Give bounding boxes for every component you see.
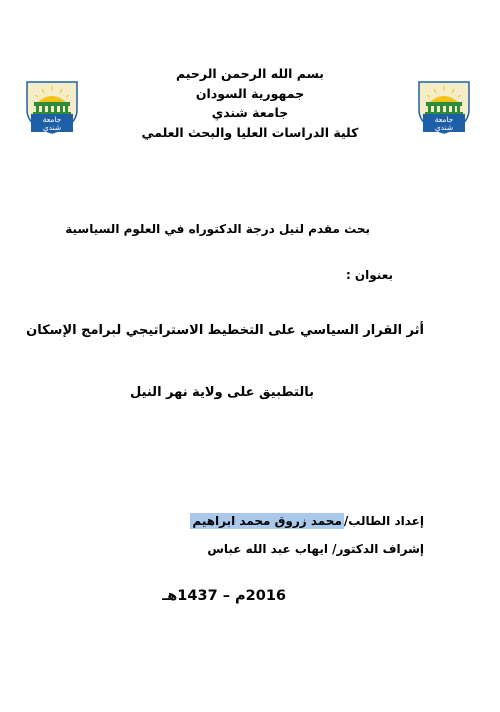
logo-text-bottom: شندي [42, 123, 62, 132]
faculty-name: كلية الدراسات العليا والبحث العلمي [141, 124, 359, 140]
logo-text-top: جامعة [42, 115, 62, 124]
titled-label: بعنوان : [345, 268, 393, 282]
university-logo-icon [414, 80, 474, 134]
student-label: إعداد الطالب/ [343, 514, 424, 528]
supervisor-line: إشراف الدكتور/ ايهاب عبد الله عباس [207, 542, 424, 556]
university-logo-left [22, 80, 82, 134]
logo-text-bottom: شندي [434, 123, 454, 132]
thesis-title-line-2: بالتطبيق على ولاية نهر النيل [129, 385, 314, 400]
university-name: جامعة شندي [211, 105, 289, 120]
university-logo-icon [22, 80, 82, 134]
thesis-title-line-1: أثر القرار السياسي على التخطيط الاستراتيجي لبرامج الإسكان [26, 323, 424, 338]
university-logo-right [414, 80, 474, 134]
logo-text-top: جامعة [434, 115, 454, 124]
header-block [100, 64, 400, 142]
student-line [190, 514, 424, 528]
date-line: 2016م – 1437هـ [162, 588, 286, 604]
basmala: بسم الله الرحمن الرحيم [176, 66, 324, 81]
country-name: جمهورية السودان [195, 85, 305, 101]
student-name: محمد زروق محمد ابراهيم [192, 514, 342, 528]
degree-statement: بحث مقدم لنيل درجة الدكتوراه في العلوم السياسية [65, 222, 370, 236]
